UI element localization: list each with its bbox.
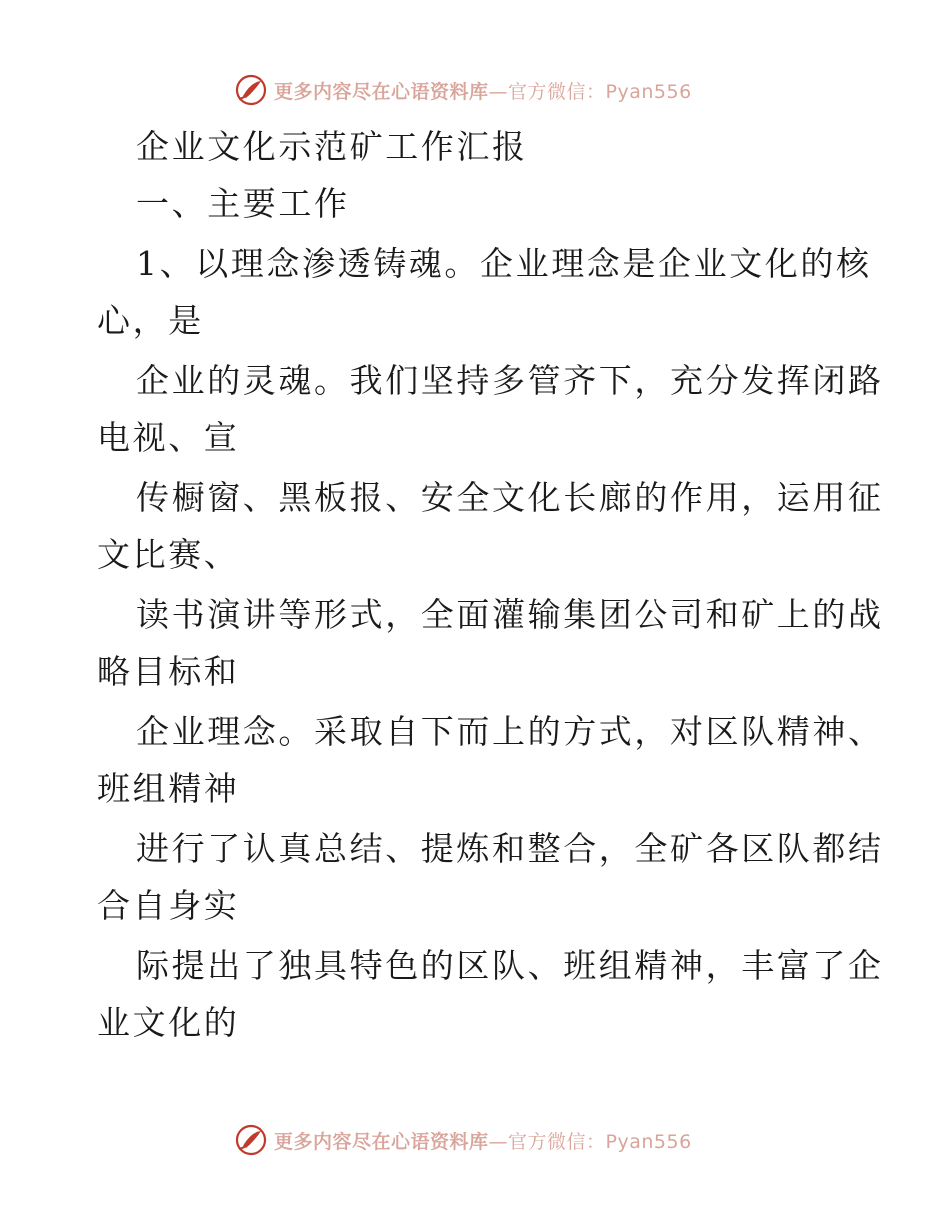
paragraph-line: 企业的灵魂。我们坚持多管齐下，充分发挥闭路 xyxy=(136,361,884,400)
paragraph-line: 合自身实 xyxy=(97,886,240,925)
paragraph-line: 心，是 xyxy=(97,301,204,340)
header-watermark xyxy=(234,72,692,108)
paragraph-line: 读书演讲等形式，全面灌输集团公司和矿上的战 xyxy=(136,595,884,634)
pen-logo-icon xyxy=(234,1123,268,1157)
watermark-text xyxy=(274,1127,692,1154)
document-title: 企业文化示范矿工作汇报 xyxy=(136,127,528,166)
paragraph-line: 电视、宣 xyxy=(97,418,240,457)
footer-watermark xyxy=(234,1122,692,1158)
section-heading: 一、主要工作 xyxy=(136,184,350,223)
watermark-sub-text: 官方微信： xyxy=(508,1130,606,1153)
paragraph-line: 文比赛、 xyxy=(97,535,240,574)
paragraph-line: 进行了认真总结、提炼和整合，全矿各区队都结 xyxy=(136,829,884,868)
paragraph-line: 1、以理念渗透铸魂。企业理念是企业文化的核 xyxy=(136,244,872,283)
watermark-main-text: 更多内容尽在心语资料库 xyxy=(274,1130,489,1153)
watermark-separator: — xyxy=(488,1130,509,1153)
watermark-account: Pyan556 xyxy=(605,1130,692,1153)
paragraph-line: 班组精神 xyxy=(97,769,240,808)
paragraph-line: 传橱窗、黑板报、安全文化长廊的作用，运用征 xyxy=(136,478,884,517)
pen-logo-icon xyxy=(234,73,268,107)
paragraph-line: 略目标和 xyxy=(97,652,240,691)
watermark-sub-text: 官方微信： xyxy=(508,80,606,103)
watermark-main-text: 更多内容尽在心语资料库 xyxy=(274,80,489,103)
paragraph-line: 业文化的 xyxy=(97,1003,240,1042)
watermark-text xyxy=(274,77,692,104)
paragraph-line: 企业理念。采取自下而上的方式，对区队精神、 xyxy=(136,712,884,751)
paragraph-line: 际提出了独具特色的区队、班组精神，丰富了企 xyxy=(136,946,884,985)
watermark-separator: — xyxy=(488,80,509,103)
watermark-account: Pyan556 xyxy=(605,80,692,103)
